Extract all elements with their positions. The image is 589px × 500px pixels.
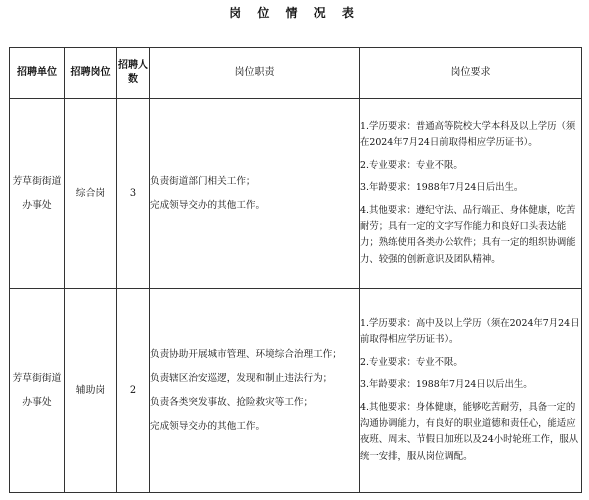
duty-item: 负责辖区治安巡逻，发现和制止违法行为； (150, 372, 333, 384)
requirement-item: 2.专业要求：专业不限。 (360, 159, 463, 171)
duty-item: 完成领导交办的其他工作。 (150, 421, 266, 433)
requirement-item: 1.学历要求：普通高等院校大学本科及以上学历（须在2024年7月24日前取得相应学历证书）。 (360, 120, 576, 149)
header-row (10, 48, 582, 99)
cell-position: 综合岗 (65, 99, 117, 289)
cell-count: 3 (117, 99, 150, 289)
cell-duties (150, 99, 360, 289)
requirement-item: 1.学历要求：高中及以上学历（须在2024年7月24日前取得相应学历证书）。 (360, 317, 580, 346)
duty-item: 负责协助开展城市管理、环境综合治理工作； (150, 348, 342, 360)
table-row (10, 289, 582, 493)
cell-position: 辅助岗 (65, 289, 117, 493)
duty-item: 负责街道部门相关工作； (150, 175, 256, 187)
header-requirements: 岗位要求 (360, 48, 582, 99)
requirement-item: 2.专业要求：专业不限。 (360, 356, 463, 368)
cell-unit: 芳草街街道办事处 (10, 99, 65, 289)
requirement-item: 4.其他要求：遵纪守法、品行端正、身体健康，吃苦耐劳；具有一定的文字写作能力和良好口头表达能力；熟练使用各类办公软件；具有一定的组织协调能力、较强的创新意识及团队精神。 (360, 204, 576, 265)
duty-item: 负责各类突发事故、抢险救灾等工作； (150, 397, 314, 408)
requirement-item: 3.年龄要求：1988年7月24日后出生。 (360, 182, 524, 194)
cell-requirements (360, 99, 582, 289)
duty-item: 完成领导交办的其他工作。 (150, 200, 266, 211)
requirement-item: 3.年龄要求：1988年7月24日以后出生。 (360, 379, 533, 391)
cell-requirements (360, 289, 582, 493)
job-table (9, 47, 582, 493)
header-unit: 招聘单位 (10, 48, 65, 99)
cell-duties (150, 289, 360, 493)
header-position: 招聘岗位 (65, 48, 117, 99)
header-duties: 岗位职责 (150, 48, 360, 99)
cell-count: 2 (117, 289, 150, 493)
document-title: 岗 位 情 况 表 (229, 6, 360, 20)
cell-unit: 芳草街街道办事处 (10, 289, 65, 493)
table-row (10, 99, 582, 289)
header-count: 招聘人数 (117, 48, 150, 99)
requirement-item: 4.其他要求：身体健康，能够吃苦耐劳，具备一定的沟通协调能力，有良好的职业道德和责任心，能适应夜班、周末、节假日加班以及24小时轮班工作，服从统一安排，服从岗位调配。 (360, 401, 579, 462)
